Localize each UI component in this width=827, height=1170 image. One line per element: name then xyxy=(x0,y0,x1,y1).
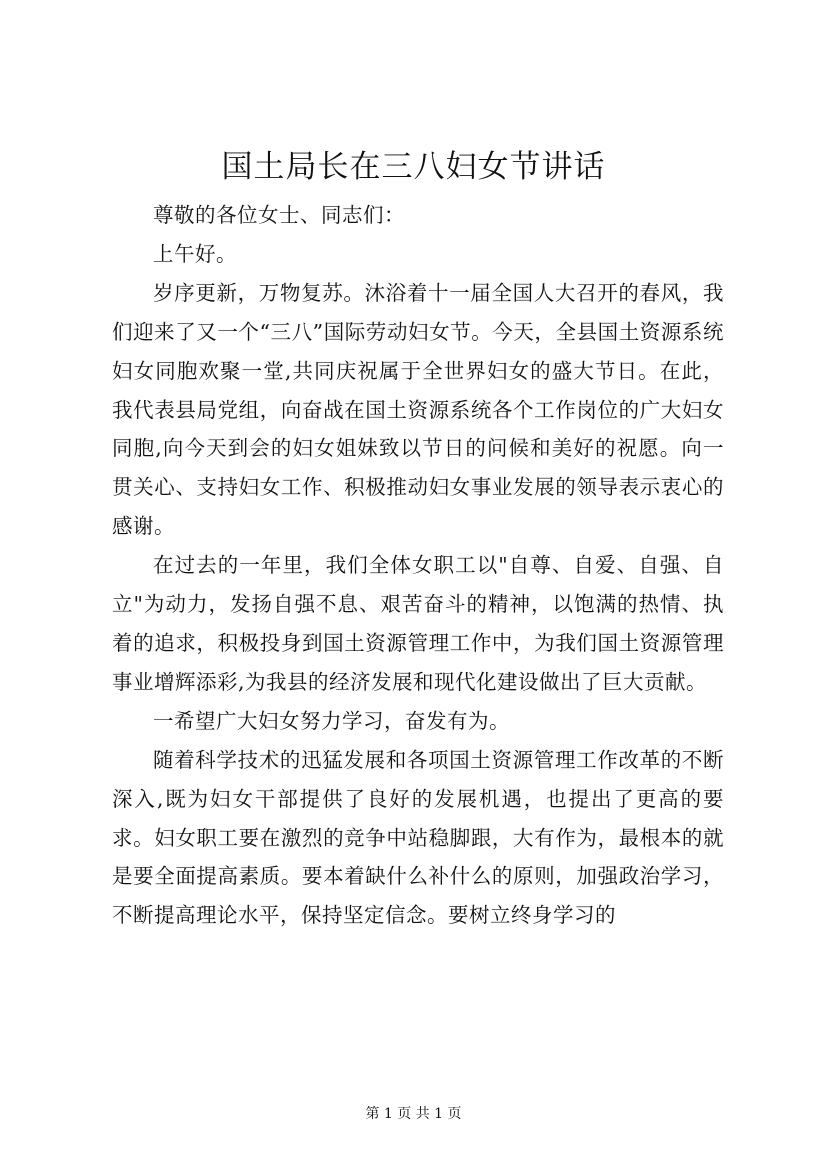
paragraph-heading-study: 一希望广大妇女努力学习，奋发有为。 xyxy=(153,708,510,733)
page-footer: 第 1 页 共 1 页 xyxy=(365,1106,462,1122)
document-body xyxy=(112,196,724,935)
paragraph-good-morning: 上午好。 xyxy=(153,241,237,266)
paragraph-past-year: 在过去的一年里，我们全体女职工以"自尊、自爱、自强、自立"为动力，发扬自强不息、艰苦奋斗的精神，以饱满的热情、执着的追求，积极投身到国土资源管理工作中，为我们国土资源管理事业增辉添彩,为我县的经济发展和现代化建设做出了巨大贡献。 xyxy=(112,553,724,694)
paragraph-opening: 岁序更新，万物复苏。沐浴着十一届全国人大召开的春风，我们迎来了又一个“三八”国际劳动妇女节。今天，全县国土资源系统妇女同胞欢聚一堂,共同庆祝属于全世界妇女的盛大节日。在此，我代表县局党组，向奋战在国土资源系统各个工作岗位的广大妇女同胞,向今天到会的妇女姐妹致以节日的问候和美好的祝愿。向一贯关心、支持妇女工作、积极推动妇女事业发展的领导表示衷心的感谢。 xyxy=(112,280,724,539)
paragraph-study-detail: 随着科学技术的迅猛发展和各项国土资源管理工作改革的不断深入,既为妇女干部提供了良好的发展机遇，也提出了更高的要求。妇女职工要在激烈的竞争中站稳脚跟，大有作为，最根本的就是要全面提高素质。要本着缺什么补什么的原则，加强政治学习，不断提高理论水平，保持坚定信念。要树立终身学习的 xyxy=(112,747,724,928)
document-title: 国土局长在三八妇女节讲话 xyxy=(221,149,606,185)
paragraph-greeting: 尊敬的各位女士、同志们： xyxy=(153,203,405,227)
